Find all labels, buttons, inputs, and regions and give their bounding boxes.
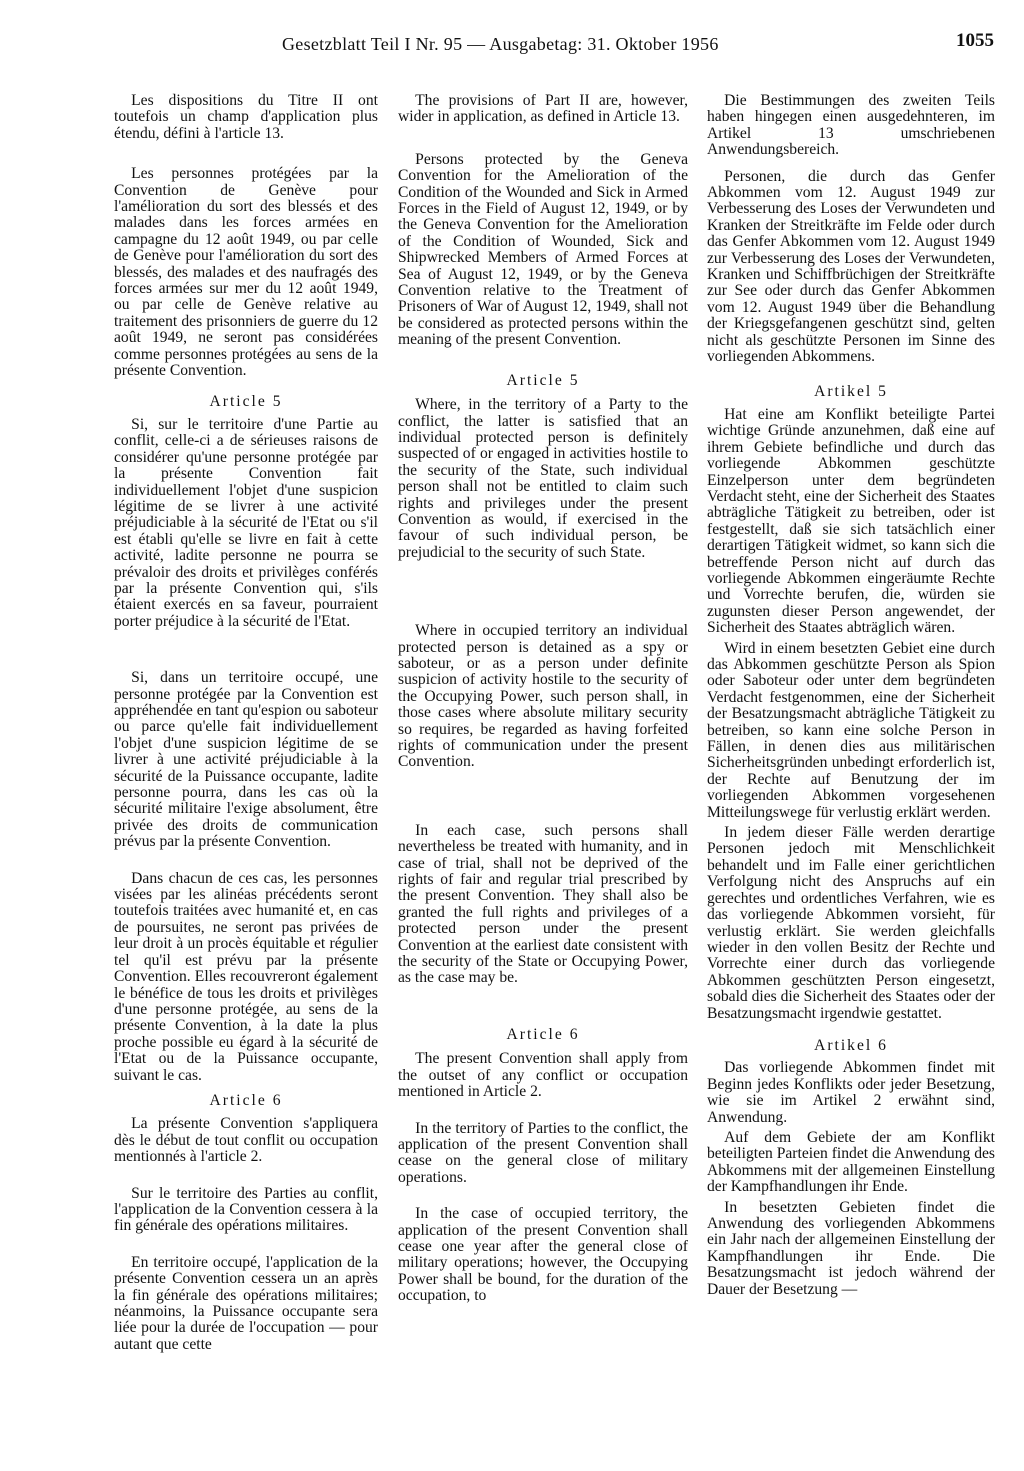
en-paragraph: The present Convention shall apply from the outset of any conflict or occupation mentioned in Article 2. xyxy=(398,1050,688,1101)
en-article-5-heading: Article 5 xyxy=(506,371,580,389)
fr-paragraph: Sur le territoire des Parties au conflit, l'application de la Convention cessera à la fin générale des opérations militaires. xyxy=(114,1184,378,1235)
fr-paragraph: Si, dans un territoire occupé, une personne protégée par la Convention est appréhendée en tant qu'espion ou saboteur ou parce qu'elle fait individuellement l'objet d'une suspicion légitime de se livrer à une activité préjudiciable à la sécurité de la Puissance occupante, ladite personne pourra, dans les cas où la sécurité militaire l'exige absolument, être privée des droits de communication prévus par la présente Convention. xyxy=(114,669,378,851)
de-paragraph: Die Bestimmungen des zweiten Teils haben hingegen einen ausgedehnteren, im Artikel 13 umschriebenen Anwendungsbereich. xyxy=(707,92,995,159)
fr-paragraph: Les personnes protégées par la Convention de Genève pour l'amélioration du sort des blessés et des malades dans les forces armées en campagne du 12 août 1949, ou par celle de Genève pour l'amélioration du sort des blessés, des malades et des naufragés des forces armées sur mer du 12 août 1949, ou par celle de Genève relative au traitement des prisonniers de guerre du 12 août 1949, ne seront pas considérées comme personnes protégées au sens de la présente Convention. xyxy=(114,165,378,380)
page-number: 1055 xyxy=(956,30,994,51)
fr-paragraph: Si, sur le territoire d'une Partie au conflit, celle-ci a de sérieuses raisons de considérer qu'une personne protégée par la présente Convention fait individuellement l'objet d'une suspicion légitime de se livrer à une activité préjudiciable à la sécurité de l'Etat ou s'il est établi qu'elle se livre en fait à cette activité, ladite personne ne pourra se prévaloir des droits et privilèges conférés par la présente Convention qui, s'ils étaient exercés en sa faveur, pourraient porter préjudice à la sécurité de l'Etat. xyxy=(114,415,378,630)
en-paragraph: Where in occupied territory an individual protected person is detained as a spy or saboteur, or as a person under definite suspicion of activity hostile to the security of the Occupying Power, such person shall, in those cases where absolute military security so requires, be regarded as having forfeited rights of communication under the present Convention. xyxy=(398,622,688,771)
french-column xyxy=(114,93,378,1353)
en-paragraph: In the territory of Parties to the conflict, the application of the present Convention shall cease on the general close of military operations. xyxy=(398,1119,688,1186)
page-header xyxy=(112,22,994,62)
de-paragraph: In jedem dieser Fälle werden derartige Personen jedoch mit Menschlichkeit behandelt und im Falle einer gerichtlichen Verfolgung nicht des Anspruchs auf ein gerechtes und ordentliches Verfahren, wie es das vorliegende Abkommen vorsieht, für verlustig erklärt. Sie werden gleichfalls wieder in den vollen Besitz der Rechte und Vorrechte einer durch das vorliegende Abkommen geschützten Person eingesetzt, sobald dies die Sicherheit des Staates oder der Besatzungsmacht irgendwie gestattet. xyxy=(707,824,995,1022)
en-paragraph: Persons protected by the Geneva Convention for the Amelioration of the Condition of the Wounded and Sick in Armed Forces in the Field of August 12, 1949, or by the Geneva Convention for the Amelioration of the Condition of Wounded, Sick and Shipwrecked Members of Armed Forces at Sea of August 12, 1949, or by the Geneva Convention relative to the Treatment of Prisoners of War of August 12, 1949, shall not be considered as protected persons within the meaning of the present Convention. xyxy=(398,150,688,349)
de-paragraph: In besetzten Gebieten findet die Anwendung des vorliegenden Abkommens ein Jahr nach der allgemeinen Einstellung der Kampfhandlungen ihr Ende. Die Besatzungsmacht ist jedoch während der Dauer der Besetzung — xyxy=(707,1198,995,1298)
en-paragraph: Where, in the territory of a Party to the conflict, the latter is satisfied that an individual protected person is definitely suspected of or engaged in activities hostile to the security of the State, such individual person shall not be entitled to claim such rights and privileges under the present Convention as would, if exercised in the favour of such individual person, be prejudicial to the security of such State. xyxy=(398,396,688,561)
en-article-6-heading: Article 6 xyxy=(506,1025,580,1043)
de-paragraph: Hat eine am Konflikt beteiligte Partei wichtige Gründe anzunehmen, daß eine auf ihrem Gebiete befindliche und durch das vorliegende Abkommen geschützte Einzelperson unter dem begründeten Verdacht steht, eine der Sicherheit des Staates abträgliche Tätigkeit zu betreiben, oder ist festgestellt, daß sie sich tatsächlich einer derartigen Tätigkeit widmet, so kann sich die betreffende Person nicht auf durch das vorliegende Abkommen eingeräumte Rechte und Vorrechte berufen, die, würden sie zugunsten dieser Person angewendet, der Sicherheit des Staates abträglich wären. xyxy=(707,405,995,637)
english-column xyxy=(398,93,688,1305)
fr-paragraph: Dans chacun de ces cas, les personnes visées par les alinéas précédents seront toutefois traitées avec humanité et, en cas de poursuites, ne seront pas privées de leur droit à un procès équitable et régulier tel qu'il est prévu par la présente Convention. Elles recouvreront également le bénéfice de tous les droits et privilèges d'une personne protégée, au sens de la présente Convention, à la date la plus proche possible eu égard à la sécurité de l'Etat ou de la Puissance occupante, suivant le cas. xyxy=(114,869,378,1084)
de-paragraph: Personen, die durch das Genfer Abkommen vom 12. August 1949 zur Verbesserung des Loses der Verwundeten und Kranken der Streitkräfte im Felde oder durch das Genfer Abkommen vom 12. August 1949 zur Verbesserung des Loses der Verwundeten, Kranken und Schiffbrüchigen der Streitkräfte zur See oder durch das Genfer Abkommen vom 12. August 1949 über die Behandlung der Kriegsgefangenen geschützt sind, gelten nicht als geschützte Personen im Sinne des vorliegenden Abkommens. xyxy=(707,167,995,366)
fr-paragraph: En territoire occupé, l'application de la présente Convention cessera un an après la fin générale des opérations militaires; néanmoins, la Puissance occupante sera liée pour la durée de l'occupation — pour autant que cette xyxy=(114,1253,378,1353)
fr-paragraph: La présente Convention s'appliquera dès le début de tout conflit ou occupation mentionnés à l'article 2. xyxy=(114,1115,378,1166)
en-paragraph: In the case of occupied territory, the application of the present Convention shall cease one year after the general close of military operations; however, the Occupying Power shall be bound, for the duration of the occupation, to xyxy=(398,1205,688,1305)
fr-article-6-heading: Article 6 xyxy=(209,1091,283,1109)
de-article-6-heading: Artikel 6 xyxy=(814,1036,888,1054)
en-paragraph: The provisions of Part II are, however, wider in application, as defined in Article 13. xyxy=(398,92,688,126)
de-paragraph: Wird in einem besetzten Gebiet eine durch das Abkommen geschützte Person als Spion oder Saboteur oder unter dem begründeten Verdacht festgenommen, eine der Sicherheit der Besatzungsmacht abträgliche Tätigkeit zu betreiben, so kann eine solche Person in Fällen, in denen dies aus militärischen Sicherheitsgründen unbedingt erforderlich ist, der Rechte auf Benutzung der im vorliegenden Abkommen vorgesehenen Mitteilungswege für verlustig erklärt werden. xyxy=(707,639,995,821)
en-paragraph: In each case, such persons shall nevertheless be treated with humanity, and in case of trial, shall not be deprived of the rights of fair and regular trial prescribed by the present Convention. They shall also be granted the full rights and privileges of a protected person under the present Convention at the earliest date consistent with the security of the State or Occupying Power, as the case may be. xyxy=(398,821,688,987)
de-paragraph: Das vorliegende Abkommen findet mit Beginn jedes Konflikts oder jeder Besetzung, wie sie im Artikel 2 erwähnt sind, Anwendung. xyxy=(707,1059,995,1126)
fr-article-5-heading: Article 5 xyxy=(209,392,283,410)
de-paragraph: Auf dem Gebiete der am Konflikt beteiligten Parteien findet die Anwendung des Abkommens mit der allgemeinen Einstellung der Kampfhandlungen ihr Ende. xyxy=(707,1128,995,1196)
de-article-5-heading: Artikel 5 xyxy=(814,382,888,400)
german-column xyxy=(707,93,995,1298)
header-title: Gesetzblatt Teil I Nr. 95 — Ausgabetag: 31. Oktober 1956 xyxy=(282,34,719,54)
fr-paragraph: Les dispositions du Titre II ont toutefois un champ d'application plus étendu, défini à l'article 13. xyxy=(114,92,378,142)
